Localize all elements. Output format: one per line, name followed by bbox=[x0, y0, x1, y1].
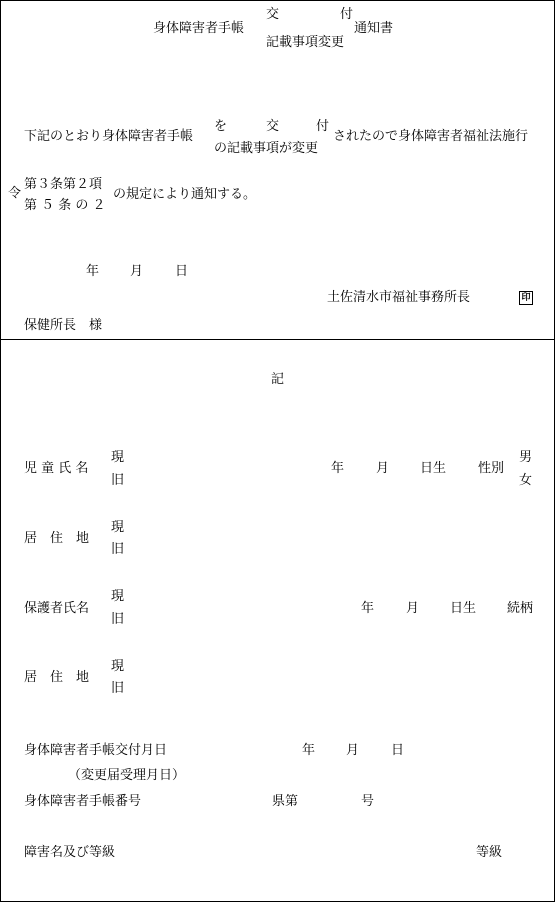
relationship-label: 続柄 bbox=[507, 601, 534, 616]
body-suffix: されたので身体障害者福祉法施行 bbox=[333, 129, 529, 144]
guardian-birth-year: 年 bbox=[361, 601, 375, 616]
child-residence-former: 旧 bbox=[111, 542, 125, 557]
guardian-birth-day: 日生 bbox=[450, 601, 477, 616]
guardian-residence-label: 居 住 地 bbox=[24, 670, 90, 685]
child-birth-day: 日生 bbox=[420, 461, 447, 476]
number-suffix: 号 bbox=[361, 794, 375, 809]
ordinance-article-3: 第３条第２項 bbox=[24, 177, 103, 192]
issue-date-label: 身体障害者手帳交付月日 bbox=[24, 743, 168, 758]
child-name-label: 児 童 氏 名 bbox=[24, 461, 89, 476]
notice-day: 日 bbox=[175, 264, 189, 279]
ordinance-suffix: の規定により通知する。 bbox=[113, 187, 257, 202]
guardian-birth-month: 月 bbox=[406, 601, 420, 616]
section-divider bbox=[0, 339, 555, 340]
ordinance-char: 令 bbox=[8, 186, 22, 201]
title-issue-1: 交 bbox=[266, 7, 280, 22]
body-particle: を bbox=[214, 119, 228, 134]
guardian-name-former: 旧 bbox=[111, 612, 125, 627]
issue-day: 日 bbox=[391, 743, 405, 758]
guardian-residence-former: 旧 bbox=[111, 681, 125, 696]
grade-label: 等級 bbox=[476, 845, 503, 860]
change-date-note: （変更届受理月日） bbox=[68, 768, 186, 783]
body-issue-2: 付 bbox=[316, 119, 330, 134]
notice-month: 月 bbox=[130, 264, 144, 279]
issue-year: 年 bbox=[302, 743, 316, 758]
issuer: 土佐清水市福祉事務所長 bbox=[327, 290, 471, 305]
body-change: の記載事項が変更 bbox=[214, 141, 319, 156]
ordinance-article-5: 第 ５ 条 の ２ bbox=[24, 198, 106, 213]
guardian-name-label: 保護者氏名 bbox=[24, 601, 90, 616]
child-birth-year: 年 bbox=[331, 461, 345, 476]
body-issue-1: 交 bbox=[266, 119, 280, 134]
sex-label: 性別 bbox=[478, 461, 505, 476]
official-seal: 印 bbox=[519, 291, 533, 305]
title-suffix: 通知書 bbox=[354, 21, 394, 36]
title-issue-2: 付 bbox=[340, 7, 354, 22]
record-heading: 記 bbox=[271, 372, 285, 387]
sex-female: 女 bbox=[519, 473, 533, 488]
guardian-residence-current: 現 bbox=[111, 659, 125, 674]
child-name-former: 旧 bbox=[111, 473, 125, 488]
child-residence-label: 居 住 地 bbox=[24, 531, 90, 546]
notice-year: 年 bbox=[86, 264, 100, 279]
sex-male: 男 bbox=[519, 450, 533, 465]
handbook-number-label: 身体障害者手帳番号 bbox=[24, 794, 142, 809]
prefecture-number: 県第 bbox=[272, 794, 299, 809]
body-prefix: 下記のとおり身体障害者手帳 bbox=[24, 129, 194, 144]
child-name-current: 現 bbox=[111, 450, 125, 465]
child-birth-month: 月 bbox=[376, 461, 390, 476]
guardian-name-current: 現 bbox=[111, 589, 125, 604]
disability-label: 障害名及び等級 bbox=[24, 845, 116, 860]
issue-month: 月 bbox=[346, 743, 360, 758]
title-change: 記載事項変更 bbox=[266, 35, 345, 50]
addressee: 保健所長 様 bbox=[24, 318, 103, 333]
title-prefix: 身体障害者手帳 bbox=[153, 21, 245, 36]
child-residence-current: 現 bbox=[111, 520, 125, 535]
